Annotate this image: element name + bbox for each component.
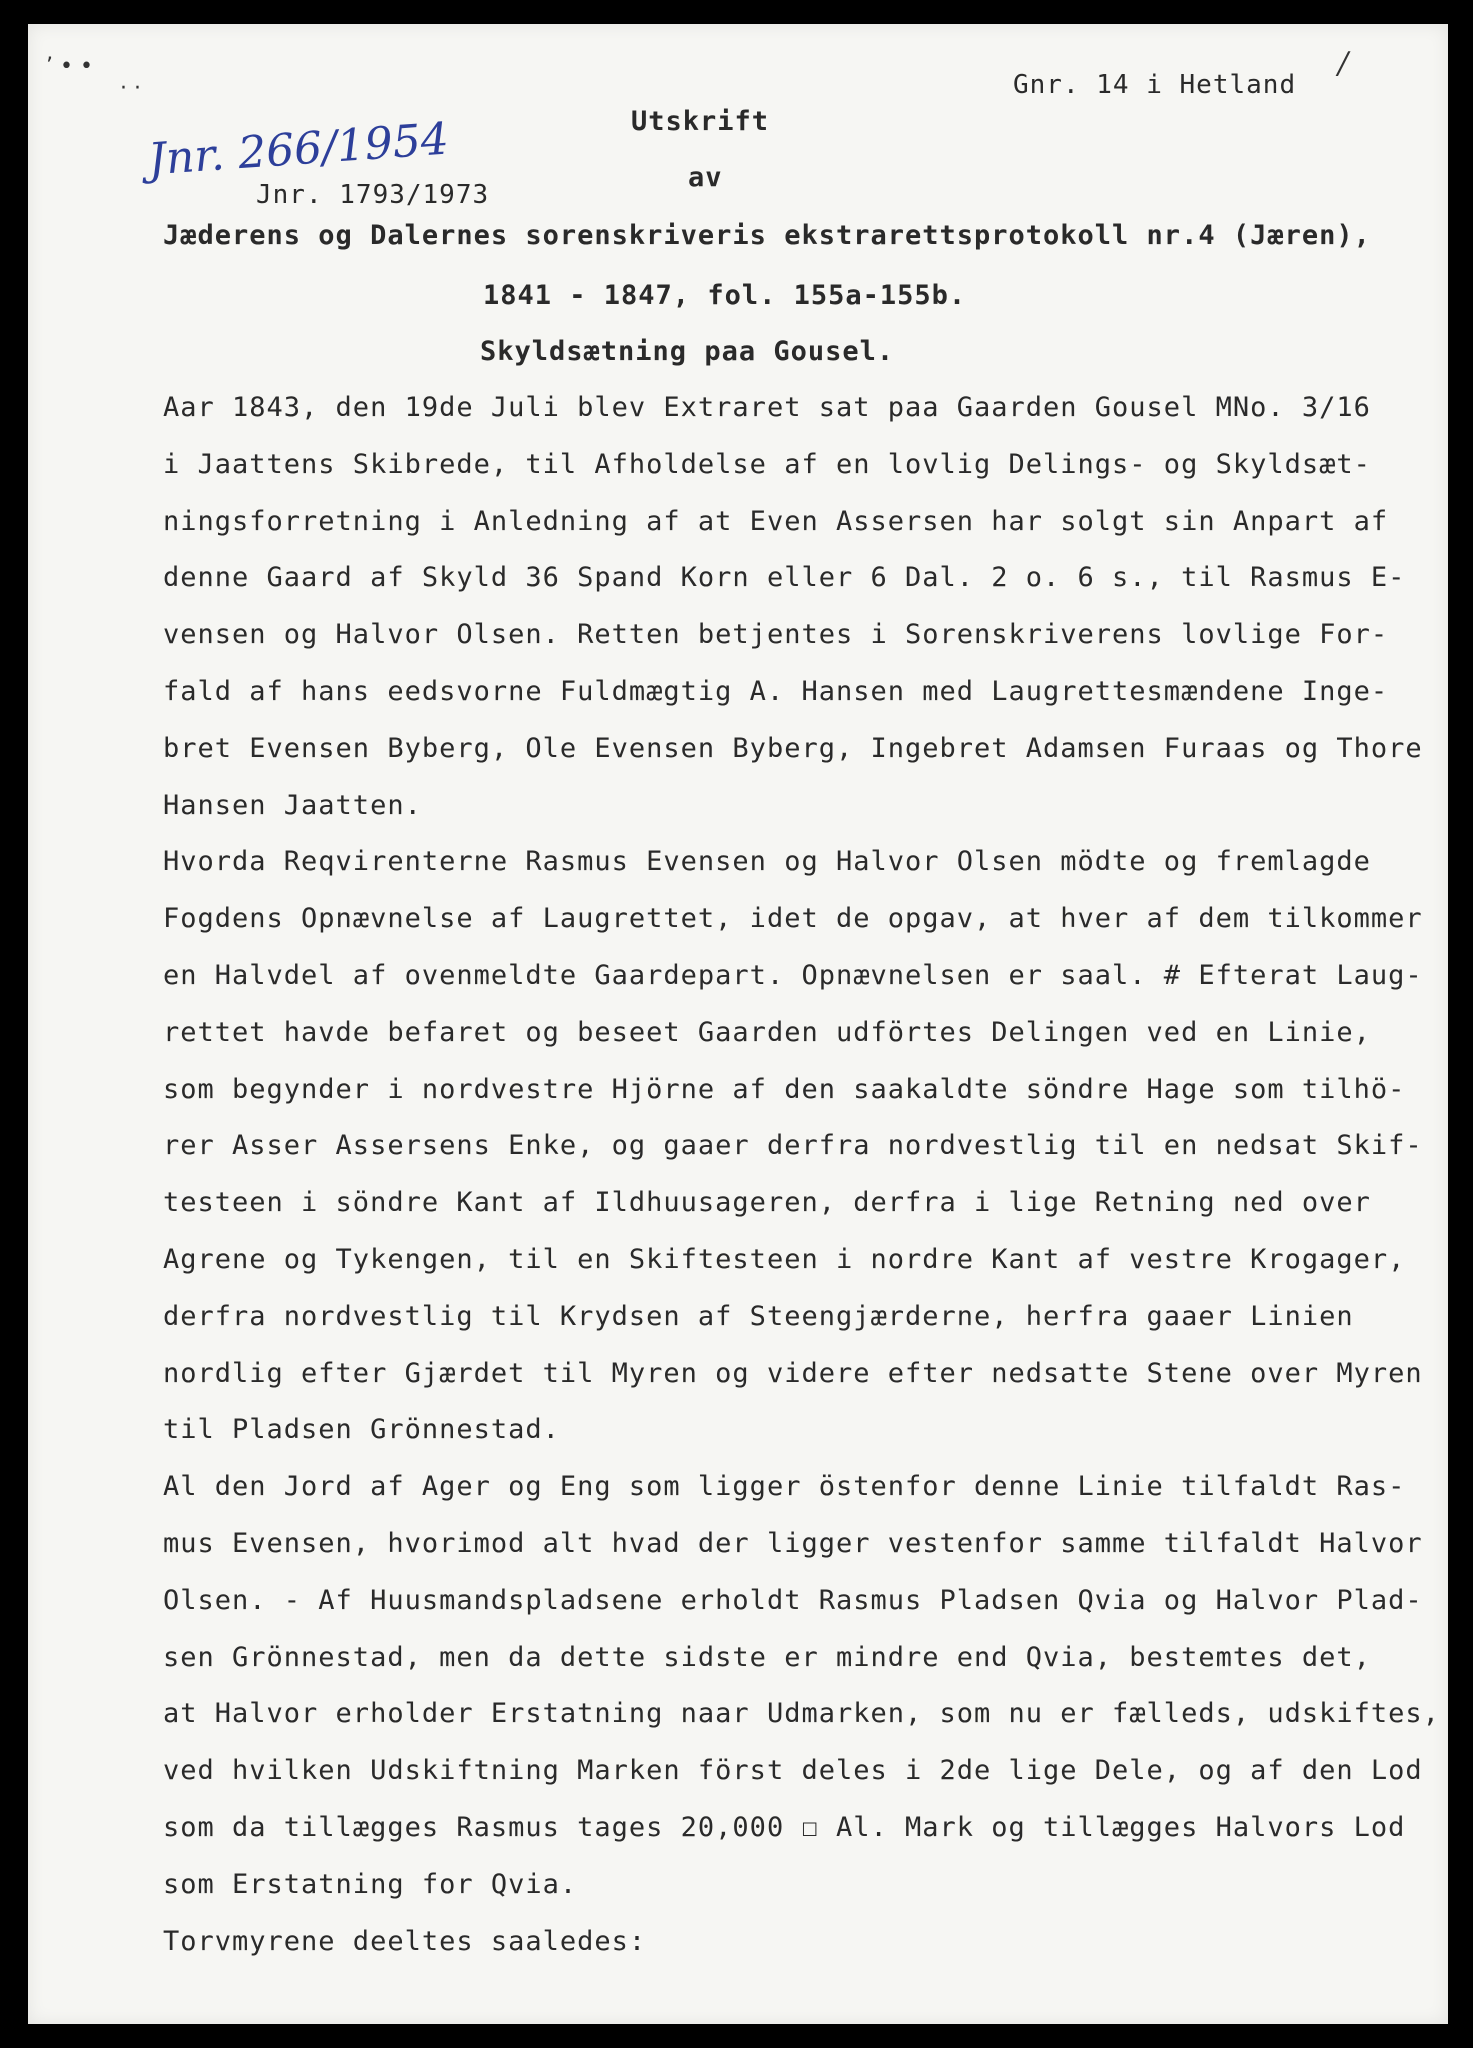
body-line: en Halvdel af ovenmeldte Gaardepart. Opnævnelsen er saal. # Efterat Laug-	[163, 960, 1423, 991]
body-line: bret Evensen Byberg, Ole Evensen Byberg, Ingebret Adamsen Furaas og Thore	[163, 732, 1423, 764]
source-line-1: Jæderens og Dalernes sorenskriveris ekstrarettsprotokoll nr.4 (Jæren),	[163, 220, 1371, 251]
gnr-label: Gnr. 14 i Hetland	[1013, 70, 1297, 100]
body-line: som Erstatning for Qvia.	[163, 1868, 578, 1900]
scan-dots: · ·	[120, 76, 141, 101]
body-line: mus Evensen, hvorimod alt hvad der ligger vestenfor samme tilfaldt Halvor	[163, 1528, 1423, 1559]
body-line: Aar 1843, den 19de Juli blev Extraret sat paa Gaarden Gousel MNo. 3/16	[163, 392, 1371, 423]
body-line: nordlig efter Gjærdet til Myren og videre efter nedsatte Stene over Myren	[163, 1357, 1423, 1389]
scan-mark: ’ • •	[46, 54, 93, 79]
body-line: rer Asser Assersens Enke, og gaaer derfra nordvestlig til en nedsat Skif-	[163, 1130, 1423, 1162]
body-line: testeen i söndre Kant af Ildhuusageren, derfra i lige Retning ned over	[163, 1187, 1371, 1219]
handwritten-journal-number: Jnr. 266/1954	[146, 113, 451, 186]
body-line: at Halvor erholder Erstatning naar Udmarken, som nu er fælleds, udskiftes,	[163, 1698, 1440, 1730]
body-line: Torvmyrene deeltes saaledes:	[163, 1925, 647, 1957]
source-line-2: 1841 - 1847, fol. 155a-155b.	[483, 280, 967, 311]
body-line: fald af hans eedsvorne Fuldmægtig A. Hansen med Laugrettesmændene Inge-	[163, 676, 1389, 707]
document-subject: Skyldsætning paa Gousel.	[480, 336, 895, 367]
body-line: som da tillægges Rasmus tages 20,000 ☐ Al. Mark og tillægges Halvors Lod	[163, 1812, 1406, 1843]
title-utskrift: Utskrift	[631, 106, 770, 137]
document-page	[28, 24, 1448, 2024]
body-line: Hvorda Reqvirenterne Rasmus Evensen og Halvor Olsen mödte og fremlagde	[163, 846, 1371, 878]
body-line: ved hvilken Udskiftning Marken först deles i 2de lige Dele, og af den Lod	[163, 1755, 1423, 1787]
body-line: denne Gaard af Skyld 36 Spand Korn eller 6 Dal. 2 o. 6 s., til Rasmus E-	[163, 562, 1406, 594]
body-line: Agrene og Tykengen, til en Skiftesteen i nordre Kant af vestre Krogager,	[163, 1244, 1406, 1275]
body-line: rettet havde befaret og beseet Gaarden udförtes Delingen ved en Linie,	[163, 1016, 1371, 1048]
body-line: Olsen. - Af Huusmandspladsene erholdt Rasmus Pladsen Qvia og Halvor Plad-	[163, 1584, 1423, 1616]
body-line: Hansen Jaatten.	[163, 789, 422, 821]
body-line: sen Grönnestad, men da dette sidste er mindre end Qvia, bestemtes det,	[163, 1641, 1371, 1673]
body-line: ningsforretning i Anledning af at Even Assersen har solgt sin Anpart af	[163, 505, 1389, 537]
body-line: derfra nordvestlig til Krydsen af Steengjærderne, herfra gaaer Linien	[163, 1300, 1354, 1332]
body-line: Fogdens Opnævnelse af Laugrettet, idet de opgav, at hver af dem tilkommer	[163, 903, 1423, 935]
body-line: til Pladsen Grönnestad.	[163, 1414, 560, 1446]
body-line: vensen og Halvor Olsen. Retten betjentes i Sorenskriverens lovlige For-	[163, 619, 1389, 651]
title-av: av	[688, 162, 723, 193]
body-line: i Jaattens Skibrede, til Afholdelse af en lovlig Delings- og Skyldsæt-	[163, 448, 1371, 480]
pencil-tick: /	[1338, 46, 1349, 81]
body-line: som begynder i nordvestre Hjörne af den saakaldte söndre Hage som tilhö-	[163, 1073, 1406, 1105]
body-line: Al den Jord af Ager og Eng som ligger östenfor denne Linie tilfaldt Ras-	[163, 1471, 1406, 1503]
typed-journal-number: Jnr. 1793/1973	[256, 180, 490, 210]
